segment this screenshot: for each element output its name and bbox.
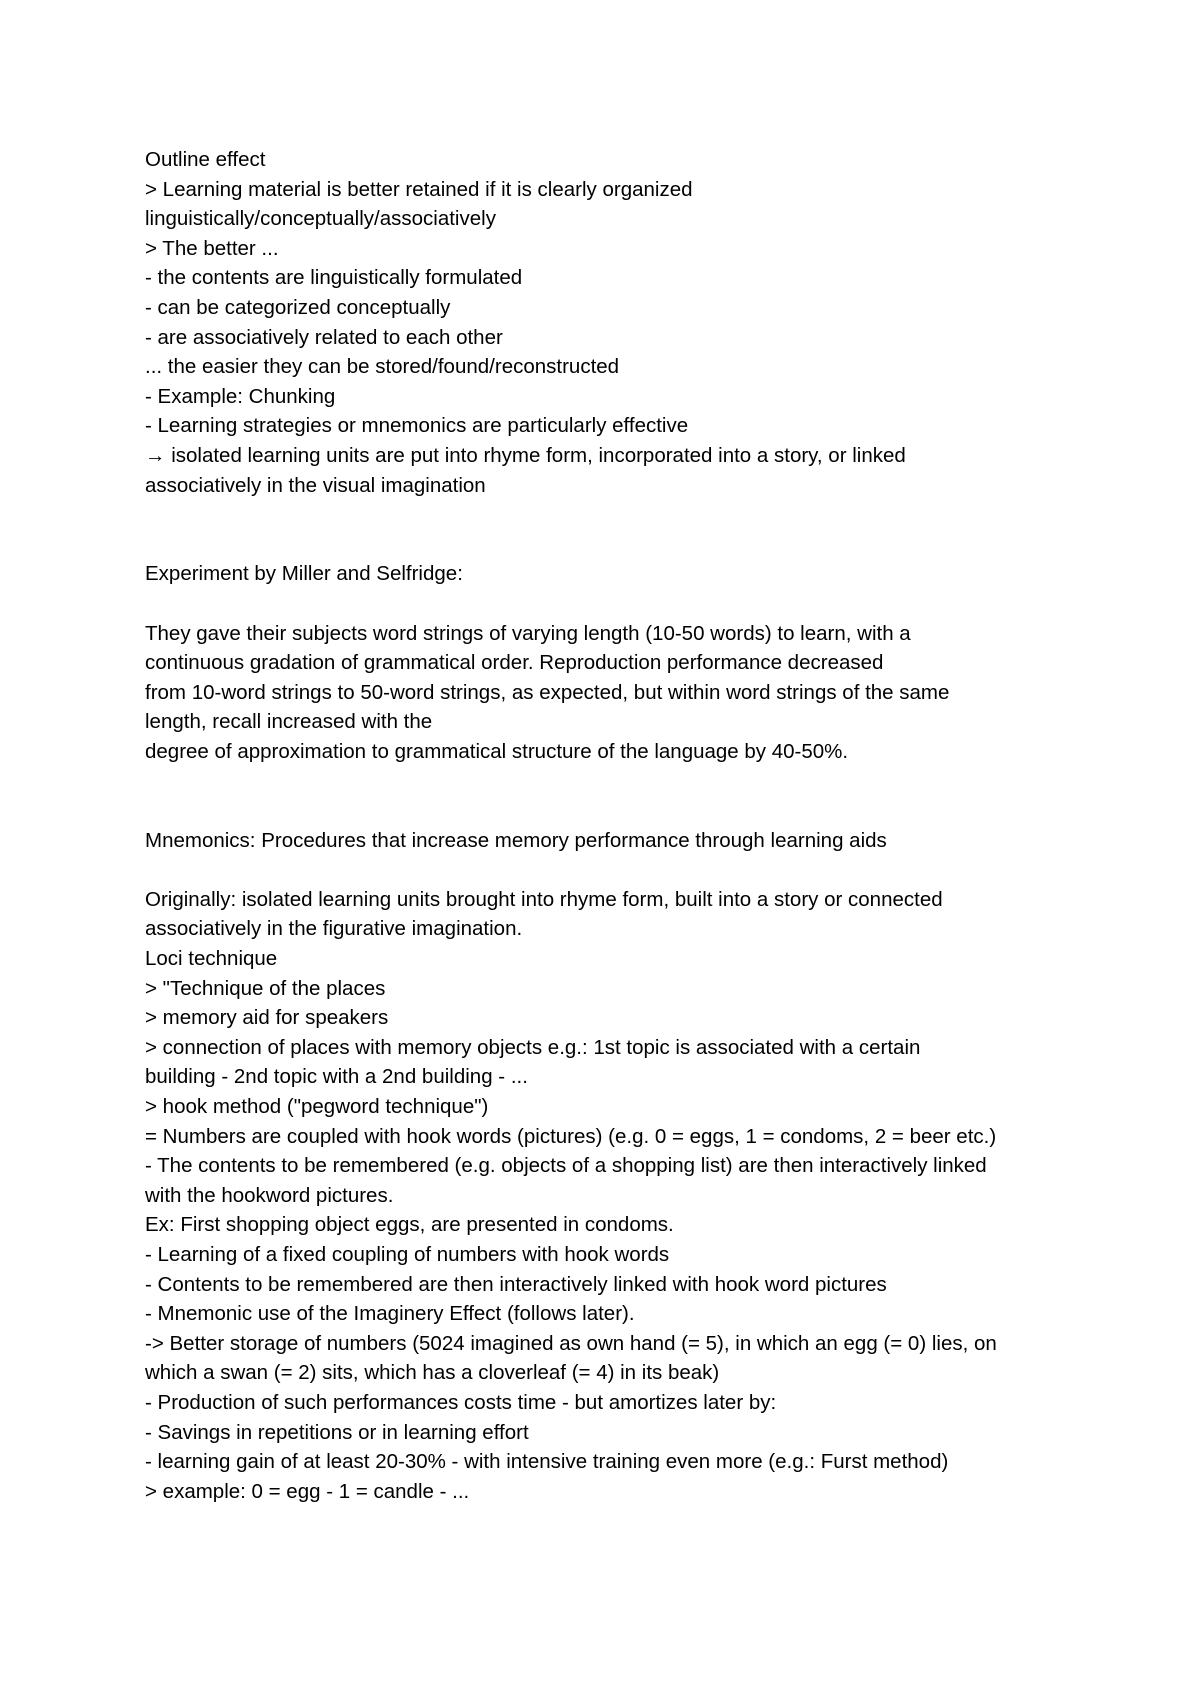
text-line: - Production of such performances costs time - but amortizes later by: [145,1390,777,1414]
spacer [145,589,1085,619]
text-line: → isolated learning units are put into rhyme form, incorporated into a story, or linked [145,443,906,467]
text-line: They gave their subjects word strings of varying length (10-50 words) to learn, with a [145,621,911,645]
text-line: Loci technique [145,947,278,971]
text-line: continuous gradation of grammatical order. Reproduction performance decreased [145,651,884,675]
text-line: - Mnemonic use of the Imaginery Effect (follows later). [145,1302,635,1326]
section-heading: Experiment by Miller and Selfridge: [145,562,463,586]
section-heading: Mnemonics: Procedures that increase memory performance through learning aids [145,828,887,852]
text-line: Originally: isolated learning units brought into rhyme form, built into a story or connected [145,887,943,911]
text-line: > hook method ("pegword technique") [145,1095,489,1118]
text-line: - the contents are linguistically formulated [145,266,523,290]
text-line: length, recall increased with the [145,710,433,734]
text-line: - are associatively related to each other [145,325,503,349]
section-mnemonics [145,826,1085,1507]
text-line: > The better ... [145,236,279,260]
text-line: - The contents to be remembered (e.g. objects of a shopping list) are then interactively linked [145,1154,987,1178]
section-experiment [145,559,1085,766]
text-line: degree of approximation to grammatical structure of the language by 40-50%. [145,739,849,763]
document-body [145,145,1085,1506]
text-line: - learning gain of at least 20-30% - with intensive training even more (e.g.: Furst method) [145,1450,949,1474]
text-line: ... the easier they can be stored/found/reconstructed [145,355,620,379]
text-line: > "Technique of the places [145,976,386,1000]
text-line: - Learning of a fixed coupling of numbers with hook words [145,1242,670,1266]
text-line: Ex: First shopping object eggs, are presented in condoms. [145,1213,674,1237]
spacer [145,855,1085,885]
text-line: from 10-word strings to 50-word strings, as expected, but within word strings of the same [145,680,950,704]
text-line: -> Better storage of numbers (5024 imagined as own hand (= 5), in which an egg (= 0) lies, on [145,1331,997,1355]
section-outline-effect [145,145,1085,500]
text-line: - Savings in repetitions or in learning effort [145,1420,529,1444]
text-line: linguistically/conceptually/associatively [145,207,496,231]
text-line: associatively in the visual imagination [145,473,486,497]
text-line: > memory aid for speakers [145,1006,389,1030]
text-line: - can be categorized conceptually [145,295,451,319]
text-line: > connection of places with memory objects e.g.: 1st topic is associated with a certain [145,1035,921,1059]
text-line: building - 2nd topic with a 2nd building - ... [145,1065,528,1089]
text-line: with the hookword pictures. [145,1183,394,1207]
spacer [145,500,1085,559]
section-title: Outline effect [145,148,266,171]
text-line: > Learning material is better retained if it is clearly organized [145,177,693,201]
text-line: - Contents to be remembered are then interactively linked with hook word pictures [145,1272,887,1296]
text-line: which a swan (= 2) sits, which has a cloverleaf (= 4) in its beak) [145,1361,720,1385]
spacer [145,766,1085,825]
text-line: associatively in the figurative imagination. [145,917,523,941]
text-line: - Example: Chunking [145,384,336,408]
text-line: = Numbers are coupled with hook words (pictures) (e.g. 0 = eggs, 1 = condoms, 2 = beer etc.) [145,1124,997,1148]
text-line: - Learning strategies or mnemonics are particularly effective [145,414,689,438]
text-line: > example: 0 = egg - 1 = candle - ... [145,1479,470,1503]
